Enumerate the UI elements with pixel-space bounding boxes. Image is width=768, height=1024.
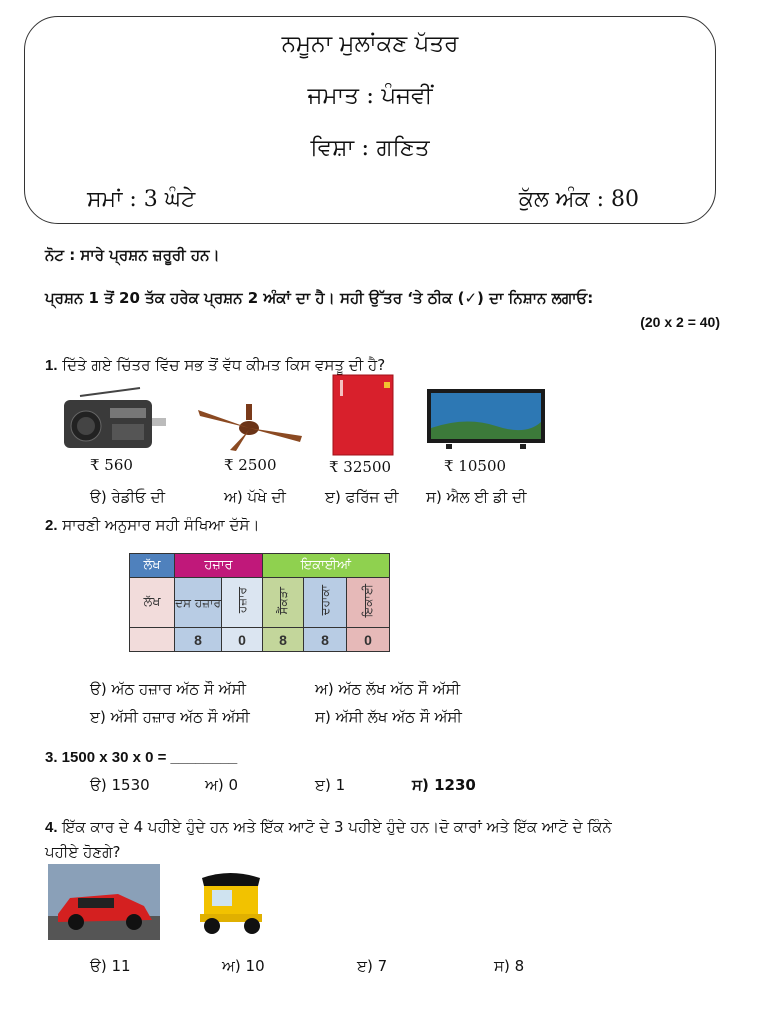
q1-option-d[interactable]: ਸ) ਐਲ ਈ ਡੀ ਦੀ xyxy=(426,488,527,506)
digit-hazar: 0 xyxy=(222,628,263,652)
subject-line: ਵਿਸ਼ਾ : ਗਣਿਤ xyxy=(310,135,430,161)
group-header-hazar: ਹਜ਼ਾਰ xyxy=(175,554,263,578)
q2-option-a[interactable]: ੳ) ਅੱਠ ਹਜ਼ਾਰ ਅੱਠ ਸੌ ਅੱਸੀ xyxy=(90,680,247,698)
radio-icon xyxy=(60,386,168,452)
digit-lakh xyxy=(130,628,175,652)
ceiling-fan-icon xyxy=(196,404,304,452)
q4-option-c[interactable]: ੲ) 7 xyxy=(357,957,388,975)
car-icon xyxy=(48,864,160,940)
q3-option-a[interactable]: ੳ) 1530 xyxy=(90,776,150,794)
price-radio: ₹ 560 xyxy=(90,456,133,474)
total-marks-line: ਕੁੱਲ ਅੰਕ : 80 xyxy=(518,187,639,212)
group-header-ikaiyan: ਇਕਾਈਆਂ xyxy=(263,554,390,578)
instruction: ਪ੍ਰਸ਼ਨ 1 ਤੋਂ 20 ਤੱਕ ਹਰੇਕ ਪ੍ਰਸ਼ਨ 2 ਅੰਕਾਂ ਦਾ ਹੈ। ਸਹੀ ਉੱਤਰ ‘ਤੇ ਠੀਕ (✓) ਦਾ ਨਿਸ਼ਾਨ ਲਗਾਓ: xyxy=(45,289,594,307)
question-number: 4. xyxy=(45,819,58,836)
digit-sainkra: 8 xyxy=(263,628,304,652)
fridge-icon xyxy=(332,374,394,456)
price-fan: ₹ 2500 xyxy=(224,456,277,474)
question-3: 3. 1500 x 30 x 0 = ________ xyxy=(45,749,238,766)
digit-das-hazar: 8 xyxy=(175,628,222,652)
marks-scheme: (20 x 2 = 40) xyxy=(640,314,720,330)
digit-ikai: 0 xyxy=(347,628,390,652)
question-text: ਸਾਰਣੀ ਅਨੁਸਾਰ ਸਹੀ ਸੰਖਿਆ ਦੱਸੋ। xyxy=(62,516,260,534)
question-text-line1: ਇੱਕ ਕਾਰ ਦੇ 4 ਪਹੀਏ ਹੁੰਦੇ ਹਨ ਅਤੇ ਇੱਕ ਆਟੋ ਦੇ 3 ਪਹੀਏ ਹੁੰਦੇ ਹਨ।ਦੋ ਕਾਰਾਂ ਅਤੇ ਇੱਕ ਆਟੋ ਦੇ ਕਿੰਨੇ xyxy=(62,818,612,836)
time-line: ਸਮਾਂ : 3 ਘੰਟੇ xyxy=(87,187,196,212)
q3-option-b[interactable]: ਅ) 0 xyxy=(205,776,239,794)
q4-option-d[interactable]: ਸ) 8 xyxy=(494,957,525,975)
q2-option-d[interactable]: ਸ) ਅੱਸੀ ਲੱਖ ਅੱਠ ਸੌ ਅੱਸੀ xyxy=(315,708,462,726)
paper-title: ਨਮੂਨਾ ਮੁਲਾਂਕਣ ਪੱਤਰ xyxy=(281,31,459,57)
q3-option-c[interactable]: ੲ) 1 xyxy=(315,776,346,794)
sub-header-sainkra: ਸੈਂਕੜਾ xyxy=(276,586,290,615)
note: ਨੋਟ : ਸਾਰੇ ਪ੍ਰਸ਼ਨ ਜ਼ਰੂਰੀ ਹਨ। xyxy=(45,246,220,264)
question-4 xyxy=(45,818,612,836)
sub-header-lakh: ਲੱਖ xyxy=(130,578,175,628)
question-1 xyxy=(45,356,385,374)
price-tv: ₹ 10500 xyxy=(444,457,507,475)
sub-header-dahaka: ਦਹਾਕਾ xyxy=(318,585,332,616)
question-2 xyxy=(45,516,259,534)
digit-dahaka: 8 xyxy=(304,628,347,652)
q2-option-c[interactable]: ੲ) ਅੱਸੀ ਹਜ਼ਾਰ ਅੱਠ ਸੌ ਅੱਸੀ xyxy=(90,708,250,726)
led-tv-icon xyxy=(426,388,546,450)
q1-option-a[interactable]: ੳ) ਰੇਡੀਓ ਦੀ xyxy=(90,488,166,506)
place-value-table xyxy=(129,553,390,652)
sub-header-ikai: ਇਕਾਈ xyxy=(361,583,375,618)
question-text: ਦਿੱਤੇ ਗਏ ਚਿੱਤਰ ਵਿੱਚ ਸਭ ਤੋਂ ਵੱਧ ਕੀਮਤ ਕਿਸ ਵਸਤੂ ਦੀ ਹੈ? xyxy=(62,356,386,374)
question-text-line2: ਪਹੀਏ ਹੋਣਗੇ? xyxy=(45,843,121,861)
auto-rickshaw-icon xyxy=(194,868,268,936)
sub-header-hazar: ਹਜ਼ਾਰ xyxy=(235,587,249,614)
q3-option-d[interactable]: ਸ) 1230 xyxy=(412,776,476,794)
q4-option-a[interactable]: ੳ) 11 xyxy=(90,957,131,975)
header-box xyxy=(24,16,716,224)
question-number: 2. xyxy=(45,517,58,534)
q2-option-b[interactable]: ਅ) ਅੱਠ ਲੱਖ ਅੱਠ ਸੌ ਅੱਸੀ xyxy=(315,680,461,698)
class-line: ਜਮਾਤ : ਪੰਜਵੀਂ xyxy=(307,83,433,109)
q1-option-c[interactable]: ੲ) ਫਰਿੱਜ ਦੀ xyxy=(325,488,399,506)
q4-option-b[interactable]: ਅ) 10 xyxy=(222,957,265,975)
price-fridge: ₹ 32500 xyxy=(329,458,392,476)
group-header-lakh: ਲੱਖ xyxy=(130,554,175,578)
question-number: 1. xyxy=(45,357,58,374)
q1-option-b[interactable]: ਅ) ਪੱਖੇ ਦੀ xyxy=(224,488,286,506)
sub-header-das-hazar: ਦਸ ਹਜ਼ਾਰ xyxy=(175,578,222,628)
